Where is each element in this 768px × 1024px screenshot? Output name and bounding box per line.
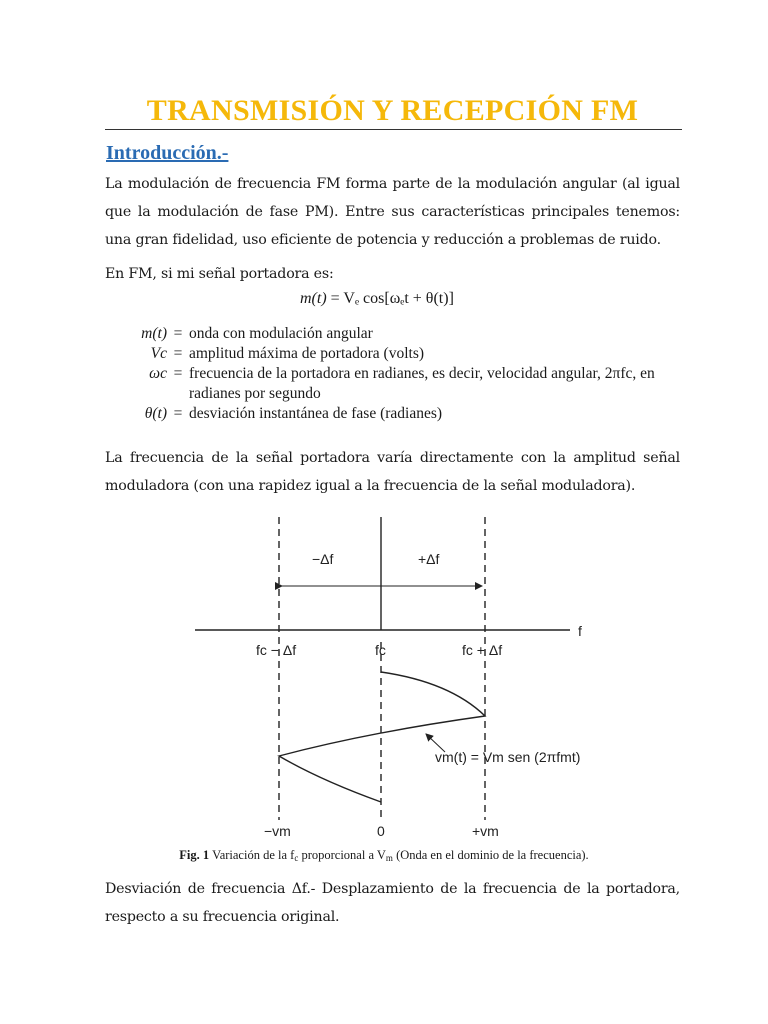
zero-label: 0 bbox=[377, 823, 385, 839]
deviation-definition-paragraph: Desviación de frecuencia Δf.- Desplazamiento de la frecuencia de la portadora, respecto a su frecuencia original. bbox=[105, 881, 680, 925]
intro-paragraph: La modulación de frecuencia FM forma parte de la modulación angular (al igual que la modulación de fase PM). Entre sus características principales tenemos: una gran fidelidad, uso eficiente de potencia y reducción a problemas de ruido. bbox=[105, 176, 680, 248]
definition-text: onda con modulación angular bbox=[189, 325, 373, 342]
definition-row: Vc = amplitud máxima de portadora (volts) bbox=[105, 344, 685, 364]
definition-symbol: ωc bbox=[149, 365, 167, 382]
minus-delta-f-label: −Δf bbox=[312, 551, 334, 567]
caption-sub-m: m bbox=[385, 853, 393, 863]
fc-plus-label: fc + Δf bbox=[462, 642, 503, 658]
definition-continuation: radianes por segundo bbox=[189, 385, 321, 402]
neg-vm-label: −vm bbox=[264, 823, 291, 839]
definition-row: θ(t) = desviación instantánea de fase (radianes) bbox=[105, 404, 685, 424]
f-axis-label: f bbox=[578, 623, 582, 639]
formula-lhs: m(t) bbox=[300, 290, 327, 307]
caption-text-mid: proporcional a V bbox=[298, 848, 386, 862]
figure-caption bbox=[0, 848, 768, 863]
caption-label: Fig. 1 bbox=[179, 848, 210, 862]
fm-deviation-diagram bbox=[190, 512, 590, 842]
carrier-intro-paragraph: En FM, si mi señal portadora es: bbox=[105, 266, 334, 282]
vm-equation-label: vm(t) = Vm sen (2πfmt) bbox=[435, 749, 581, 765]
definitions-list bbox=[105, 324, 685, 424]
definition-symbol: θ(t) bbox=[144, 405, 167, 422]
definition-row: ωc = frecuencia de la portadora en radianes, es decir, velocidad angular, 2πfc, en bbox=[105, 364, 685, 384]
definition-row: m(t) = onda con modulación angular bbox=[105, 324, 685, 344]
plus-delta-f-label: +Δf bbox=[418, 551, 440, 567]
intro-heading: Introducción.- bbox=[106, 142, 229, 164]
caption-text-after: (Onda en el dominio de la frecuencia). bbox=[392, 848, 589, 862]
formula-rhs: = Vₑ cos[ωₑt + θ(t)] bbox=[330, 290, 454, 307]
waveform-curve bbox=[279, 672, 485, 802]
definition-symbol: Vc bbox=[150, 345, 167, 362]
fm-deviation-figure bbox=[190, 512, 590, 842]
title-rule bbox=[105, 129, 682, 130]
caption-sub-c: c bbox=[294, 853, 299, 863]
document-title: TRANSMISIÓN Y RECEPCIÓN FM bbox=[146, 94, 639, 127]
definition-text: amplitud máxima de portadora (volts) bbox=[189, 345, 425, 362]
fc-minus-label: fc − Δf bbox=[256, 642, 297, 658]
definition-symbol: m(t) bbox=[141, 325, 167, 342]
definition-text: frecuencia de la portadora en radianes, es decir, velocidad angular, 2πfc, en bbox=[189, 365, 655, 382]
caption-text-before: Variación de la f bbox=[212, 848, 295, 862]
definition-text: desviación instantánea de fase (radianes) bbox=[189, 405, 443, 422]
frequency-variation-paragraph: La frecuencia de la señal portadora varía directamente con la amplitud señal moduladora (con una rapidez igual a la frecuencia de la señal moduladora). bbox=[105, 450, 680, 494]
pos-vm-label: +vm bbox=[472, 823, 499, 839]
carrier-formula bbox=[300, 290, 454, 308]
fc-label: fc bbox=[375, 642, 386, 658]
